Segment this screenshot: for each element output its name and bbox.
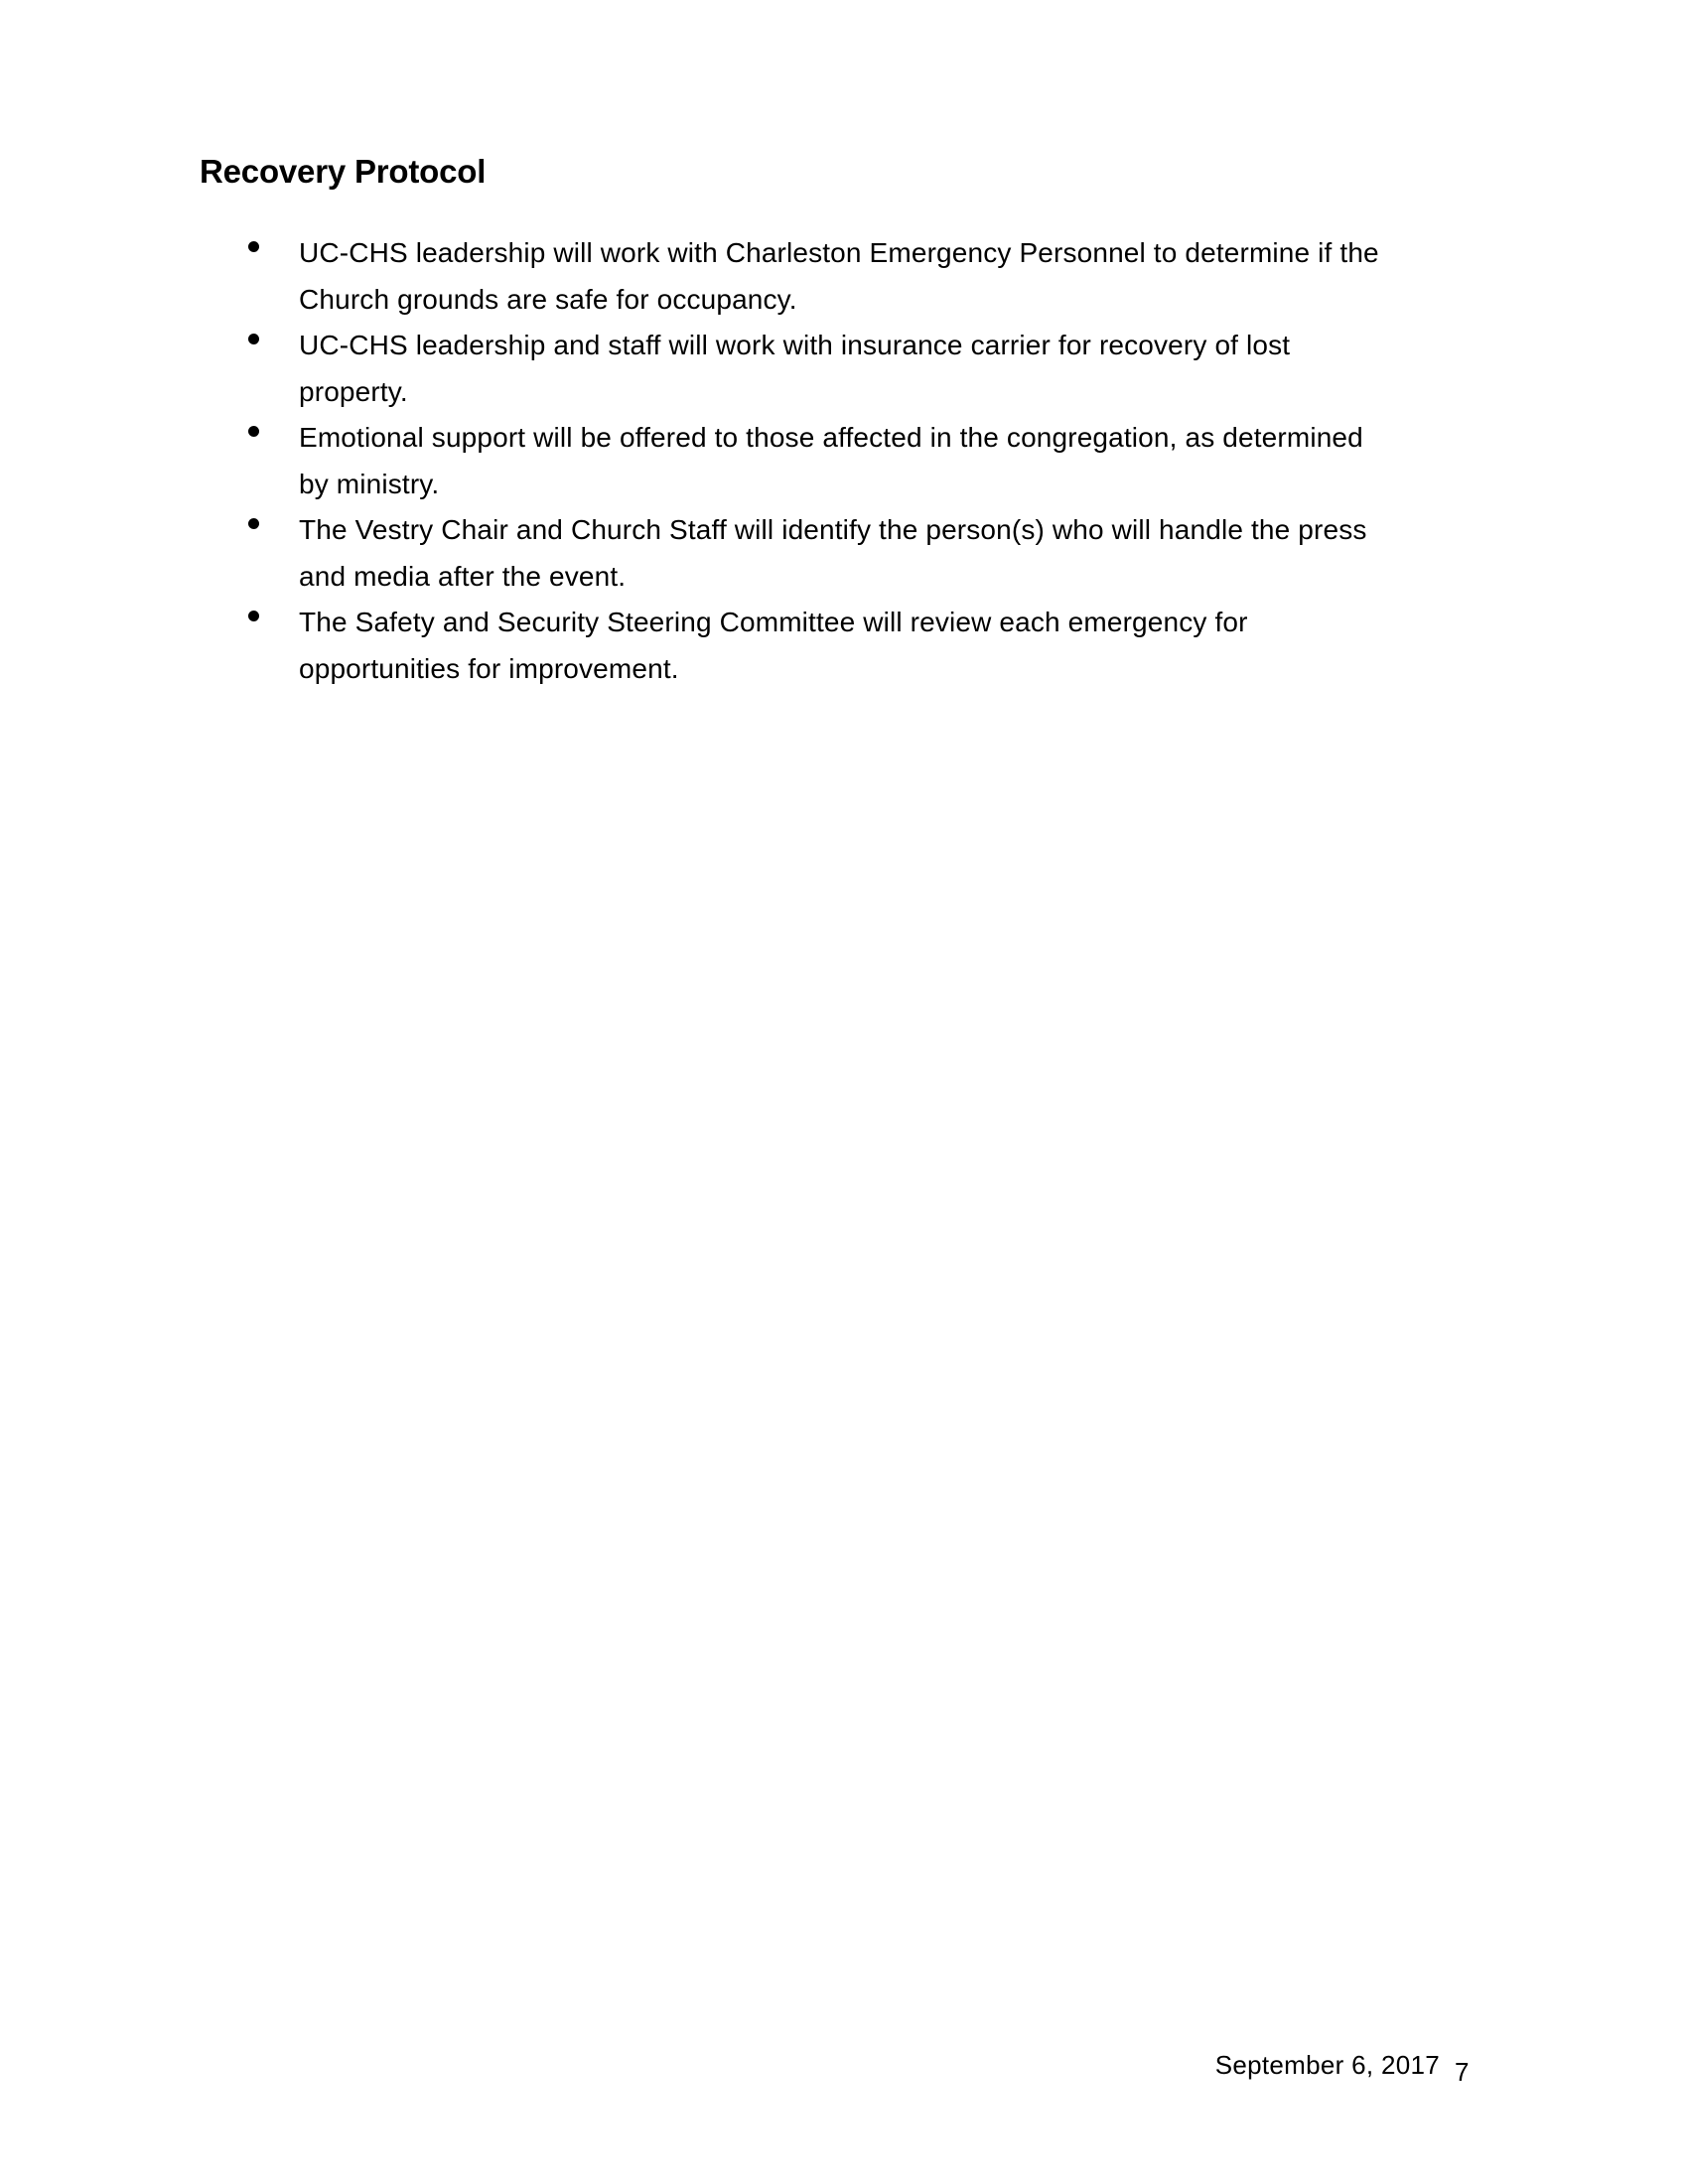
- list-item-text: [299, 415, 1490, 507]
- list-item-line: Church grounds are safe for occupancy.: [299, 283, 797, 315]
- list-item-text: [299, 230, 1490, 323]
- footer-date: September 6, 2017: [1214, 2050, 1440, 2080]
- list-item-line: property.: [299, 375, 408, 407]
- list-item: [0, 323, 1688, 415]
- list-item: [0, 507, 1688, 600]
- recovery-protocol-list: [0, 230, 1688, 692]
- list-item-line: The Vestry Chair and Church Staff will identify the person(s) who will handle the press: [299, 514, 1367, 545]
- list-item-line: by ministry.: [299, 468, 440, 499]
- list-item-text: [299, 323, 1490, 415]
- list-item-line: Emotional support will be offered to those affected in the congregation, as determined: [299, 422, 1363, 453]
- bullet-icon: [248, 611, 259, 621]
- bullet-icon: [248, 241, 259, 252]
- list-item-text: [299, 507, 1490, 600]
- bullet-icon: [248, 334, 259, 344]
- section-heading: Recovery Protocol: [200, 153, 487, 190]
- list-item-text: [299, 600, 1490, 692]
- bullet-icon: [248, 426, 259, 437]
- list-item: [0, 230, 1688, 323]
- list-item-line: UC-CHS leadership will work with Charleston Emergency Personnel to determine if the: [299, 237, 1379, 268]
- list-item: [0, 415, 1688, 507]
- list-item-line: opportunities for improvement.: [299, 652, 679, 684]
- page-number: 7: [1455, 2057, 1470, 2087]
- list-item-line: The Safety and Security Steering Committee will review each emergency for: [299, 607, 1248, 637]
- bullet-icon: [248, 518, 259, 529]
- list-item-line: UC-CHS leadership and staff will work with insurance carrier for recovery of lost: [299, 330, 1291, 360]
- list-item: [0, 600, 1688, 692]
- list-item-line: and media after the event.: [299, 560, 627, 592]
